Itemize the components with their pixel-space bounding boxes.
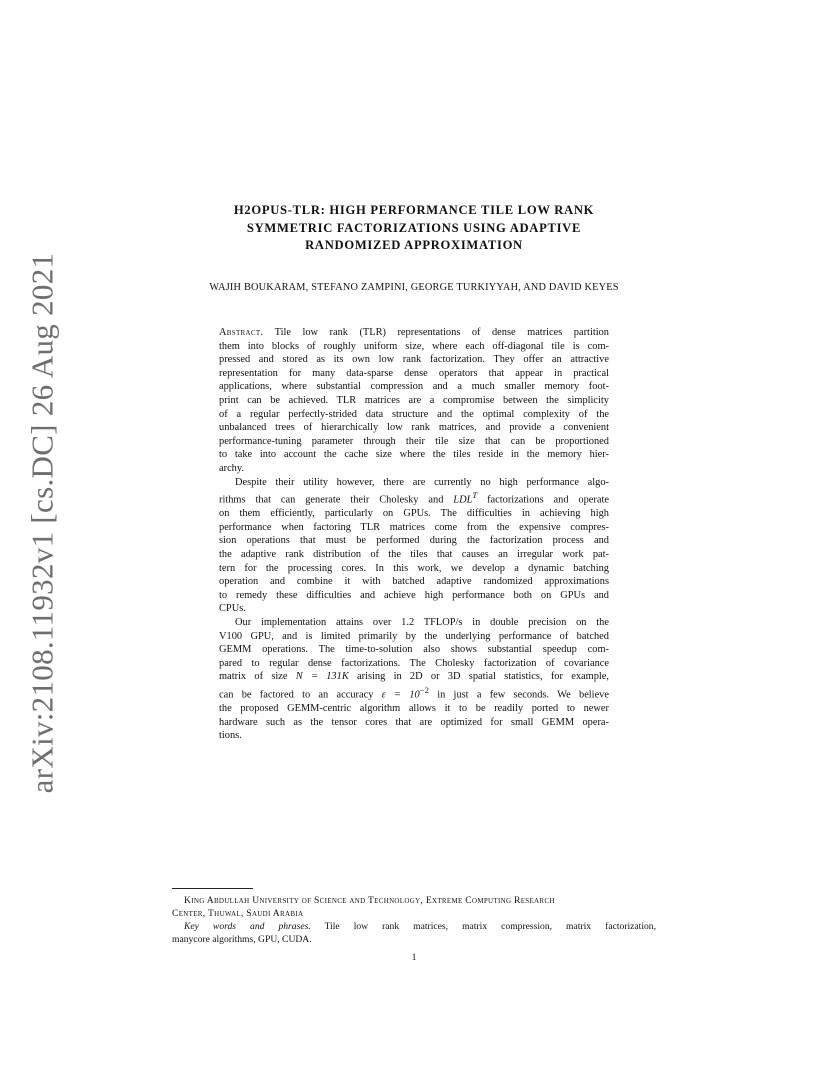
abstract-line: on them efficiently, particularly on GPUs. The difficulties in achieving high — [219, 508, 609, 520]
abstract-line: the adaptive rank distribution of the tiles that causes an irregular work pat- — [219, 548, 609, 560]
footnote-divider — [172, 888, 253, 889]
math-superscript: −2 — [419, 684, 429, 695]
abstract-line: applications, where substantial compression and a much smaller memory foot- — [219, 381, 609, 393]
arxiv-identifier-text: arXiv:2108.11932v1 [cs.DC] 26 Aug 2021 — [24, 252, 59, 794]
abstract-line: the proposed GEMM-centric algorithm allows it to be readily ported to newer — [219, 702, 609, 714]
abstract-line: GEMM operations. The time-to-solution also shows substantial speedup com- — [219, 644, 609, 656]
page-number: 1 — [411, 952, 417, 963]
math-ldl: LDL — [453, 494, 473, 506]
keywords — [172, 920, 656, 946]
abstract-line: unbalanced trees of hierarchically low rank matrices, and provide a convenient — [219, 422, 609, 434]
affiliation-line: King Abdullah University of Science and Technology, Extreme Computing Research — [184, 895, 555, 906]
author-affiliation — [172, 894, 656, 920]
affiliation-line: Center, Thuwal, Saudi Arabia — [172, 908, 304, 919]
abstract-paragraph-2 — [219, 476, 609, 616]
abstract-line: them into blocks of roughly uniform size, where each off-diagonal tile is com- — [219, 340, 609, 352]
abstract-line: Our implementation attains over 1.2 TFLOP/s in double precision on the — [235, 616, 609, 628]
abstract-line: pressed and stored as its own low rank factorization. They offer an attractive — [219, 354, 609, 366]
abstract-line: Despite their utility however, there are currently no high performance algo- — [235, 476, 609, 488]
abstract-line: sion operations that must be performed during the factorization process and — [219, 535, 609, 547]
abstract-line: pared to regular dense factorizations. The Cholesky factorization of covariance — [219, 657, 609, 669]
abstract-line: representation for many data-sparse dense operators that appear in practical — [219, 367, 609, 379]
abstract-line: matrix of size N = 131K arising in 2D or 3D spatial statistics, for example, — [219, 671, 609, 683]
math-accuracy: ε = 10 — [381, 689, 420, 701]
abstract-line: of a regular perfectly-strided data structure and the optimal complexity of the — [219, 408, 609, 420]
abstract-line: to remedy these difficulties and achieve high performance both on GPUs and — [219, 589, 609, 601]
abstract-line: CPUs. — [219, 603, 246, 615]
abstract-heading: Abstract. — [219, 327, 264, 338]
abstract-line: to take into account the cache size where the tiles reside in the memory hier- — [219, 449, 609, 461]
abstract-line: can be factored to an accuracy $\varepsilon = 10^{-2}$ in just a few seconds. We believe — [219, 684, 609, 701]
abstract-line: print can be achieved. TLR matrices are a compromise between the simplicity — [219, 394, 609, 406]
title-line: RANDOMIZED APPROXIMATION — [305, 238, 523, 252]
abstract-line: operation and combine it with batched adaptive randomized approximations — [219, 576, 609, 588]
keywords-line: Key words and phrases. Tile low rank matrices, matrix compression, matrix factorization, — [184, 921, 656, 932]
abstract-line: Abstract. Tile low rank (TLR) representations of dense matrices partition — [219, 327, 609, 338]
title-line: H2OPUS-TLR: HIGH PERFORMANCE TILE LOW RANK — [233, 203, 595, 217]
abstract-paragraph-3 — [219, 616, 609, 743]
abstract-line: archy. — [219, 462, 244, 474]
math-matrix-size: N = 131K — [295, 671, 349, 683]
math-superscript: T — [472, 490, 478, 501]
keywords-label: Key words and phrases. — [184, 921, 311, 932]
arxiv-identifier-stamp — [20, 252, 64, 794]
abstract-line: tions. — [219, 730, 242, 742]
abstract-line: hardware such as the tensor cores that are optimized for small GEMM opera- — [219, 716, 609, 728]
paper-title — [172, 202, 656, 255]
abstract — [219, 326, 609, 743]
abstract-line: rithms that can generate their Cholesky and $LDL^T$ factorizations and operate — [219, 490, 609, 506]
abstract-line: V100 GPU, and is limited primarily by the underlying performance of batched — [219, 630, 609, 642]
abstract-line: tern for the processing cores. In this work, we develop a dynamic batching — [219, 562, 609, 574]
abstract-line: performance when factoring TLR matrices come from the expensive compres- — [219, 521, 609, 533]
abstract-paragraph-1 — [219, 326, 609, 476]
author-list: WAJIH BOUKARAM, STEFANO ZAMPINI, GEORGE TURKIYYAH, AND DAVID KEYES — [209, 282, 619, 293]
abstract-line: performance-tuning parameter through their tile size that can be proportioned — [219, 435, 609, 447]
title-line: SYMMETRIC FACTORIZATIONS USING ADAPTIVE — [246, 220, 582, 235]
keywords-line: manycore algorithms, GPU, CUDA. — [172, 934, 312, 945]
